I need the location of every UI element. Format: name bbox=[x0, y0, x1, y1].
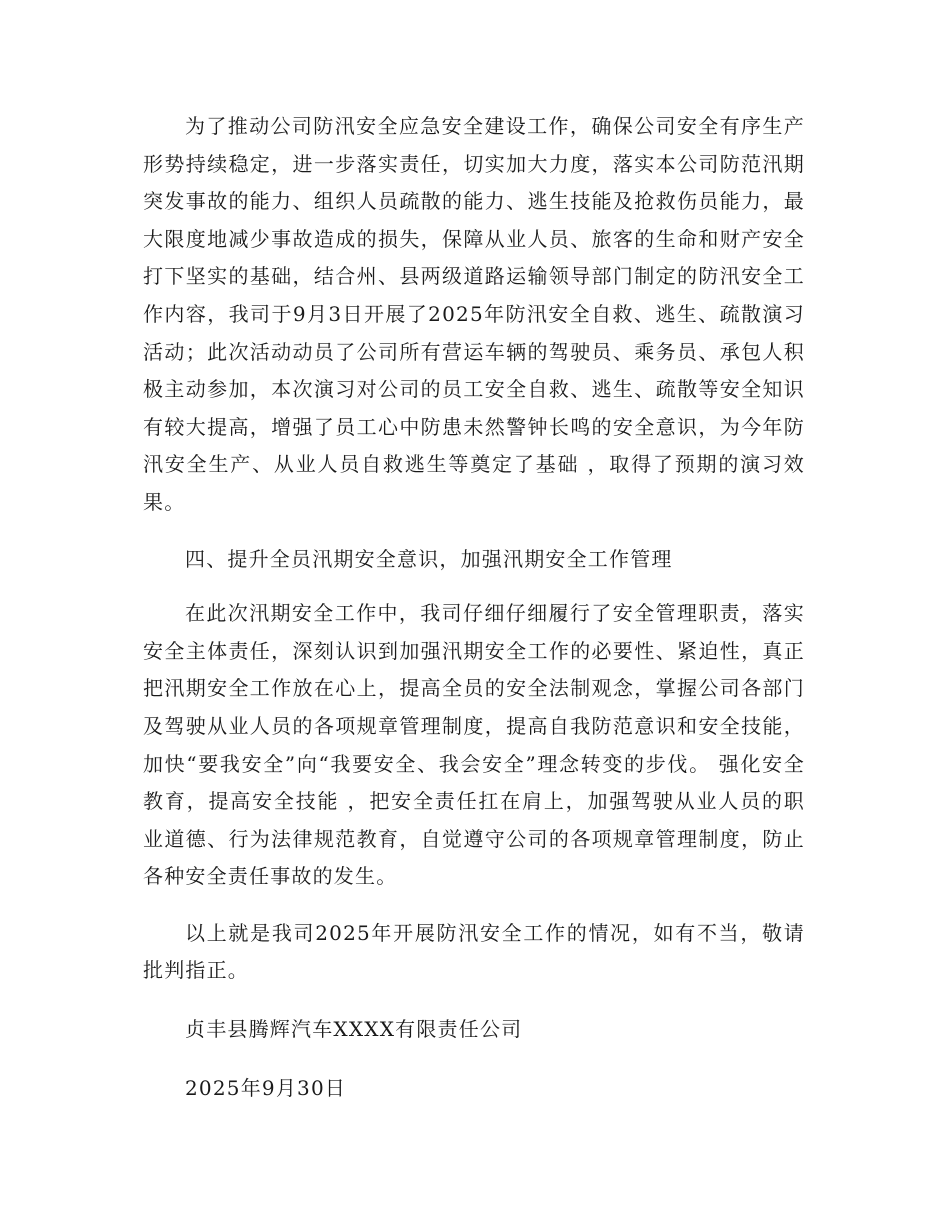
section-heading: 四、提升全员汛期安全意识，加强汛期安全工作管理 bbox=[185, 546, 673, 571]
paragraph-safety-management: 在此次汛期安全工作中，我司仔细仔细履行了安全管理职责，落实安全主体责任，深刻认识到加强汛期安全工作的必要性、紧迫性，真正把汛期安全工作放在心上，提高全员的安全法制观念，掌握公司各部门及驾驶从业人员的各项规章管理制度，提高自我防范意识和安全技能，加快“要我安全”向“我要安全、我会安全”理念转变的步伐。 强化安全教育，提高安全技能 ，把安全责任扛在肩上，加强驾驶从业人员的职业道德、行为法律规范教育，自觉遵守公司的各项规章管理制度，防止各种安全责任事故的发生。 bbox=[143, 601, 805, 889]
signature-company: 贞丰县腾辉汽车XXXX有限责任公司 bbox=[185, 1017, 523, 1042]
document-body bbox=[143, 108, 805, 1107]
signature-date: 2025年9月30日 bbox=[185, 1075, 347, 1100]
paragraph-closing: 以上就是我司2025年开展防汛安全工作的情况，如有不当，敬请批判指正。 bbox=[143, 920, 805, 983]
paragraph-drill-summary: 为了推动公司防汛安全应急安全建设工作，确保公司安全有序生产形势持续稳定，进一步落实责任，切实加大力度，落实本公司防范汛期突发事故的能力、组织人员疏散的能力、逃生技能及抢救伤员能力，最大限度地减少事故造成的损失，保障从业人员、旅客的生命和财产安全打下坚实的基础，结合州、县两级道路运输领导部门制定的防汛安全工作内容，我司于9月3日开展了2025年防汛安全自救、逃生、疏散演习活动；此次活动动员了公司所有营运车辆的驾驶员、乘务员、承包人积极主动参加，本次演习对公司的员工安全自救、逃生、疏散等安全知识有较大提高，增强了员工心中防患未然警钟长鸣的安全意识，为今年防汛安全生产、从业人员自救逃生等奠定了基础 ，取得了预期的演习效果。 bbox=[143, 114, 805, 514]
